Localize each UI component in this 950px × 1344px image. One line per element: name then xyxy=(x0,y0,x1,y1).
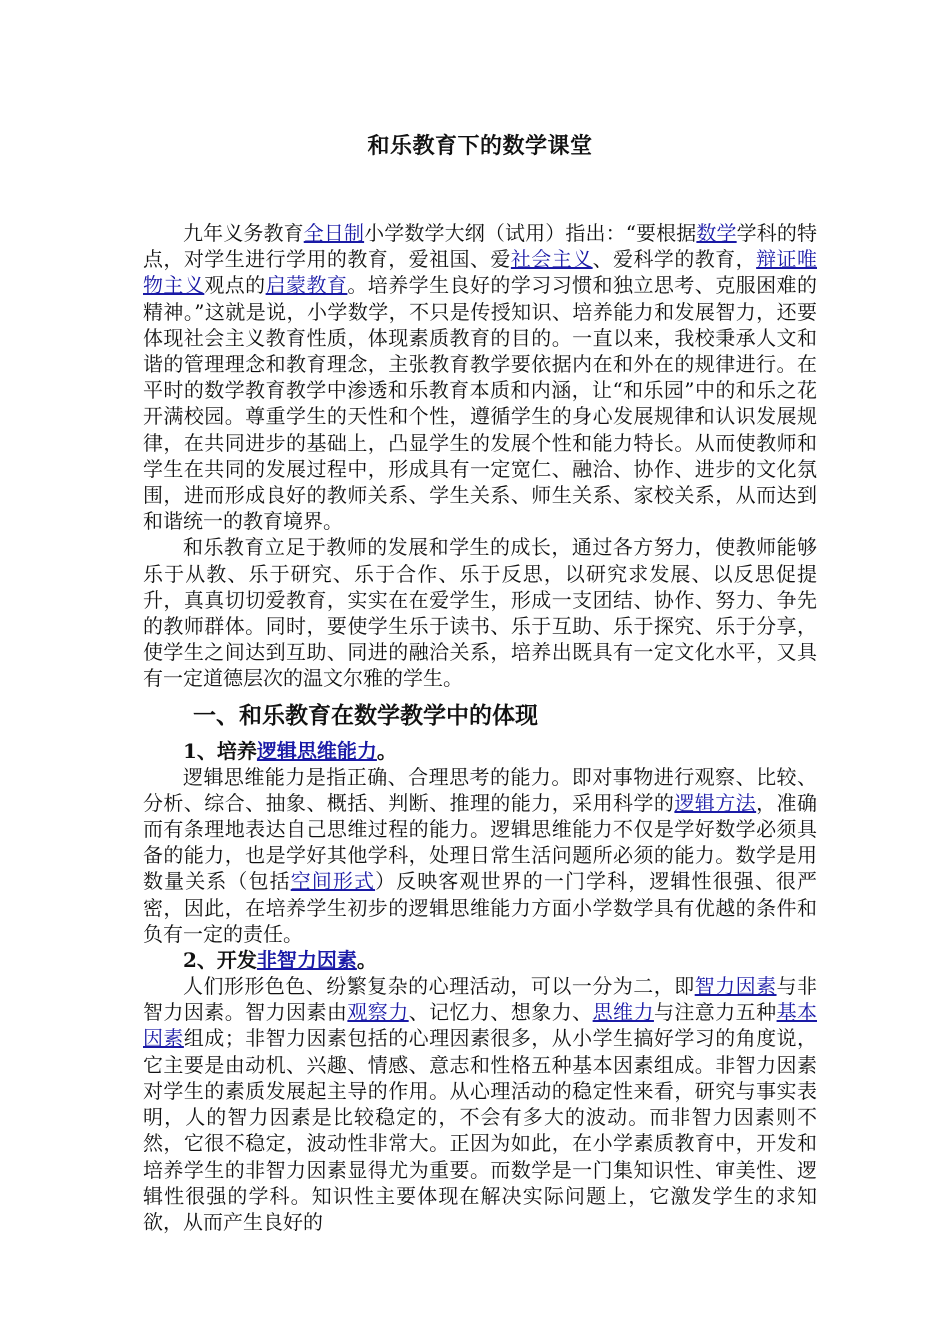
text-run: 观点的 xyxy=(204,273,266,298)
inline-link[interactable]: 空间形式 xyxy=(290,869,376,894)
text-run: ）反映客观世界的一门学科，逻辑性很强、很严密，因此，在培养学生初步的逻辑思维能力方面小学数学具有优越的条件和负有一定的责任。 xyxy=(143,869,818,946)
text-run: 人们形形色色、纷繁复杂的心理活动，可以一分为二，即 xyxy=(183,974,695,999)
inline-link[interactable]: 观察力 xyxy=(347,1000,409,1025)
text-run: 小学数学大纲（试用）指出：“要根据 xyxy=(364,221,697,245)
inline-link[interactable]: 辩证唯物主义 xyxy=(143,247,817,298)
text-run: 逻辑思维能力是指正确、合理思考的能力。即对事物进行观察、比较、分析、综合、抽象、概括、判断、推理的能力，采用科学的 xyxy=(143,764,817,815)
inline-link[interactable]: 启蒙教育 xyxy=(265,273,348,298)
inline-link[interactable]: 智力因素 xyxy=(694,974,777,999)
inline-link[interactable]: 逻辑方法 xyxy=(674,790,757,815)
paragraph-1 xyxy=(143,220,817,534)
section-heading-1: 一、和乐教育在数学教学中的体现 xyxy=(193,701,538,729)
text-run: ，准确而有条理地表达自己思维过程的能力。逻辑思维能力不仅是学好数学必须具备的能力，也是学好其他学科，处理日常生活问题所必须的能力。数学是用数量关系（包括 xyxy=(143,790,817,894)
paragraph-2: 和乐教育立足于教师的发展和学生的成长，通过各方努力，使教师能够乐于从教、乐于研究、乐于合作、乐于反思，以研究求发展、以反思促提升，真真切切爱教育，实实在在爱学生，形成一支团结、协作、努力、争先的教师群体。同时，要使学生乐于读书、乐于互助、乐于探究、乐于分享，使学生之间达到互助、同进的融洽关系，培养出既具有一定文化水平，又具有一定道德层次的温文尔雅的学生。 xyxy=(143,535,817,691)
subheading-1 xyxy=(143,738,817,764)
document-title: 和乐教育下的数学课堂 xyxy=(367,133,593,159)
inline-link[interactable]: 思维力 xyxy=(592,1000,654,1025)
text-run: 与非智力因素。智力因素由 xyxy=(143,974,818,1025)
inline-link[interactable]: 全日制 xyxy=(303,221,365,245)
text-run: 九年义务教育 xyxy=(183,221,304,245)
subheading-1-suffix: 。 xyxy=(376,738,397,763)
text-run: 。培养学生良好的学习习惯和独立思考、克服困难的精神。”这就是说，小学数学，不只是传授知识、培养能力和发展智力，还要体现社会主义教育性质，体现素质教育的目的。一直以来，我校秉承人文和谐的管理理念和教育理念，主张教育教学要依据内在和外在的规律进行。在平时的数学教育教学中渗透和乐教育本质和内涵，让“和乐园”中的和乐之花开满校园。尊重学生的天性和个性，遵循学生的身心发展规律和认识发展规律，在共同进步的基础上，凸显学生的发展个性和能力特长。从而使教师和学生在共同的发展过程中，形成具有一定宽仁、融洽、协作、进步的文化氛围，进而形成良好的教师关系、学生关系、师生关系、家校关系，从而达到和谐统一的教育境界。 xyxy=(143,273,817,534)
text-run: 、爱科学的教育， xyxy=(592,247,757,272)
link-non-intellectual-factors[interactable]: 非智力因素 xyxy=(256,948,357,973)
inline-link[interactable]: 社会主义 xyxy=(510,247,593,272)
subheading-2-suffix: 。 xyxy=(356,948,377,973)
paragraph-3 xyxy=(143,764,817,947)
document-page xyxy=(143,128,817,1235)
inline-link[interactable]: 基本因素 xyxy=(143,1000,817,1051)
subheading-2-prefix: 2、开发 xyxy=(183,948,257,973)
text-run: 学科的特点，对学生进行学用的教育，爱祖国、爱 xyxy=(143,221,818,272)
text-run: 、记忆力、想象力、 xyxy=(408,1000,593,1025)
subheading-2 xyxy=(143,947,817,973)
paragraph-4 xyxy=(143,973,817,1235)
link-logical-thinking[interactable]: 逻辑思维能力 xyxy=(256,738,377,763)
subheading-1-prefix: 1、培养 xyxy=(183,738,257,763)
inline-link[interactable]: 数学 xyxy=(696,221,737,245)
text-run: 组成；非智力因素包括的心理因素很多，从小学生搞好学习的角度说，它主要是由动机、兴趣、情感、意志和性格五种基本因素组成。非智力因素对学生的素质发展起主导的作用。从心理活动的稳定性来看，研究与事实表明，人的智力因素是比较稳定的，不会有多大的波动。而非智力因素则不然，它很不稳定，波动性非常大。正因为如此，在小学素质教育中，开发和培养学生的非智力因素显得尤为重要。而数学是一门集知识性、审美性、逻辑性很强的学科。知识性主要体现在解决实际问题上，它激发学生的求知欲，从而产生良好的 xyxy=(143,1026,817,1234)
text-run: 与注意力五种 xyxy=(653,1000,777,1025)
